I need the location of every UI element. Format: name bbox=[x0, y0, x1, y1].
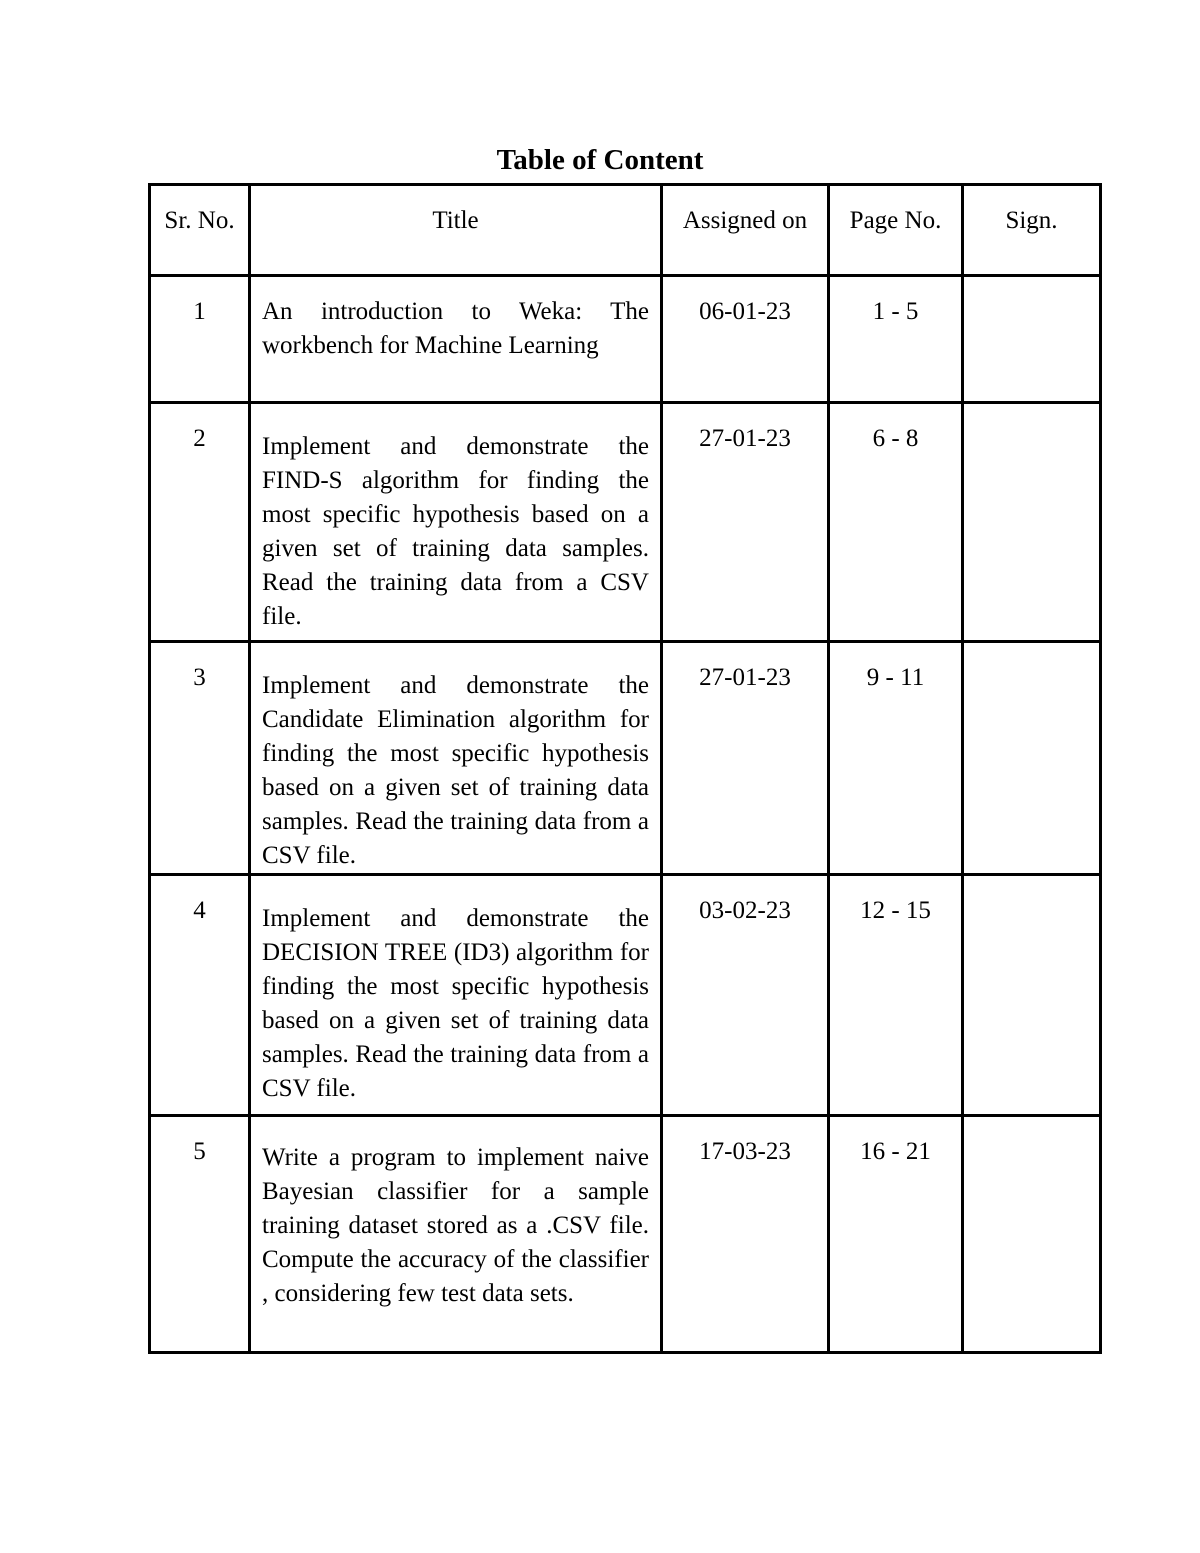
cell-page-no: 1 - 5 bbox=[829, 276, 963, 403]
header-sr-no: Sr. No. bbox=[150, 185, 250, 276]
table-row bbox=[150, 875, 1101, 1116]
cell-sr-no: 1 bbox=[150, 276, 250, 403]
cell-assigned-on: 03-02-23 bbox=[662, 875, 829, 1116]
cell-title: Implement and demonstrate the Candidate Elimination algorithm for finding the most specific hypothesis based on a given set of training data samples. Read the training data from a CSV file. bbox=[250, 642, 662, 875]
table-header-row bbox=[150, 185, 1101, 276]
cell-assigned-on: 17-03-23 bbox=[662, 1116, 829, 1353]
cell-title: Implement and demonstrate the FIND-S algorithm for finding the most specific hypothesis based on a given set of training data samples. Read the training data from a CSV file. bbox=[250, 403, 662, 642]
cell-sign bbox=[963, 276, 1101, 403]
cell-title: Write a program to implement naive Bayesian classifier for a sample training dataset stored as a .CSV file. Compute the accuracy of the classifier , considering few test data sets. bbox=[250, 1116, 662, 1353]
cell-sr-no: 2 bbox=[150, 403, 250, 642]
cell-sr-no: 4 bbox=[150, 875, 250, 1116]
cell-sr-no: 3 bbox=[150, 642, 250, 875]
table-row bbox=[150, 642, 1101, 875]
table-of-content bbox=[148, 183, 1102, 1354]
cell-page-no: 9 - 11 bbox=[829, 642, 963, 875]
header-assigned-on: Assigned on bbox=[662, 185, 829, 276]
cell-title: An introduction to Weka: The workbench for Machine Learning bbox=[250, 276, 662, 403]
cell-sign bbox=[963, 642, 1101, 875]
table-row bbox=[150, 403, 1101, 642]
cell-page-no: 6 - 8 bbox=[829, 403, 963, 642]
cell-assigned-on: 27-01-23 bbox=[662, 403, 829, 642]
header-page-no: Page No. bbox=[829, 185, 963, 276]
header-title: Title bbox=[250, 185, 662, 276]
cell-sign bbox=[963, 875, 1101, 1116]
table-row bbox=[150, 276, 1101, 403]
cell-assigned-on: 06-01-23 bbox=[662, 276, 829, 403]
cell-page-no: 12 - 15 bbox=[829, 875, 963, 1116]
cell-sr-no: 5 bbox=[150, 1116, 250, 1353]
cell-sign bbox=[963, 1116, 1101, 1353]
page-title: Table of Content bbox=[496, 144, 704, 176]
header-sign: Sign. bbox=[963, 185, 1101, 276]
cell-title: Implement and demonstrate the DECISION TREE (ID3) algorithm for finding the most specific hypothesis based on a given set of training data samples. Read the training data from a CSV file. bbox=[250, 875, 662, 1116]
cell-assigned-on: 27-01-23 bbox=[662, 642, 829, 875]
table-row bbox=[150, 1116, 1101, 1353]
cell-page-no: 16 - 21 bbox=[829, 1116, 963, 1353]
cell-sign bbox=[963, 403, 1101, 642]
